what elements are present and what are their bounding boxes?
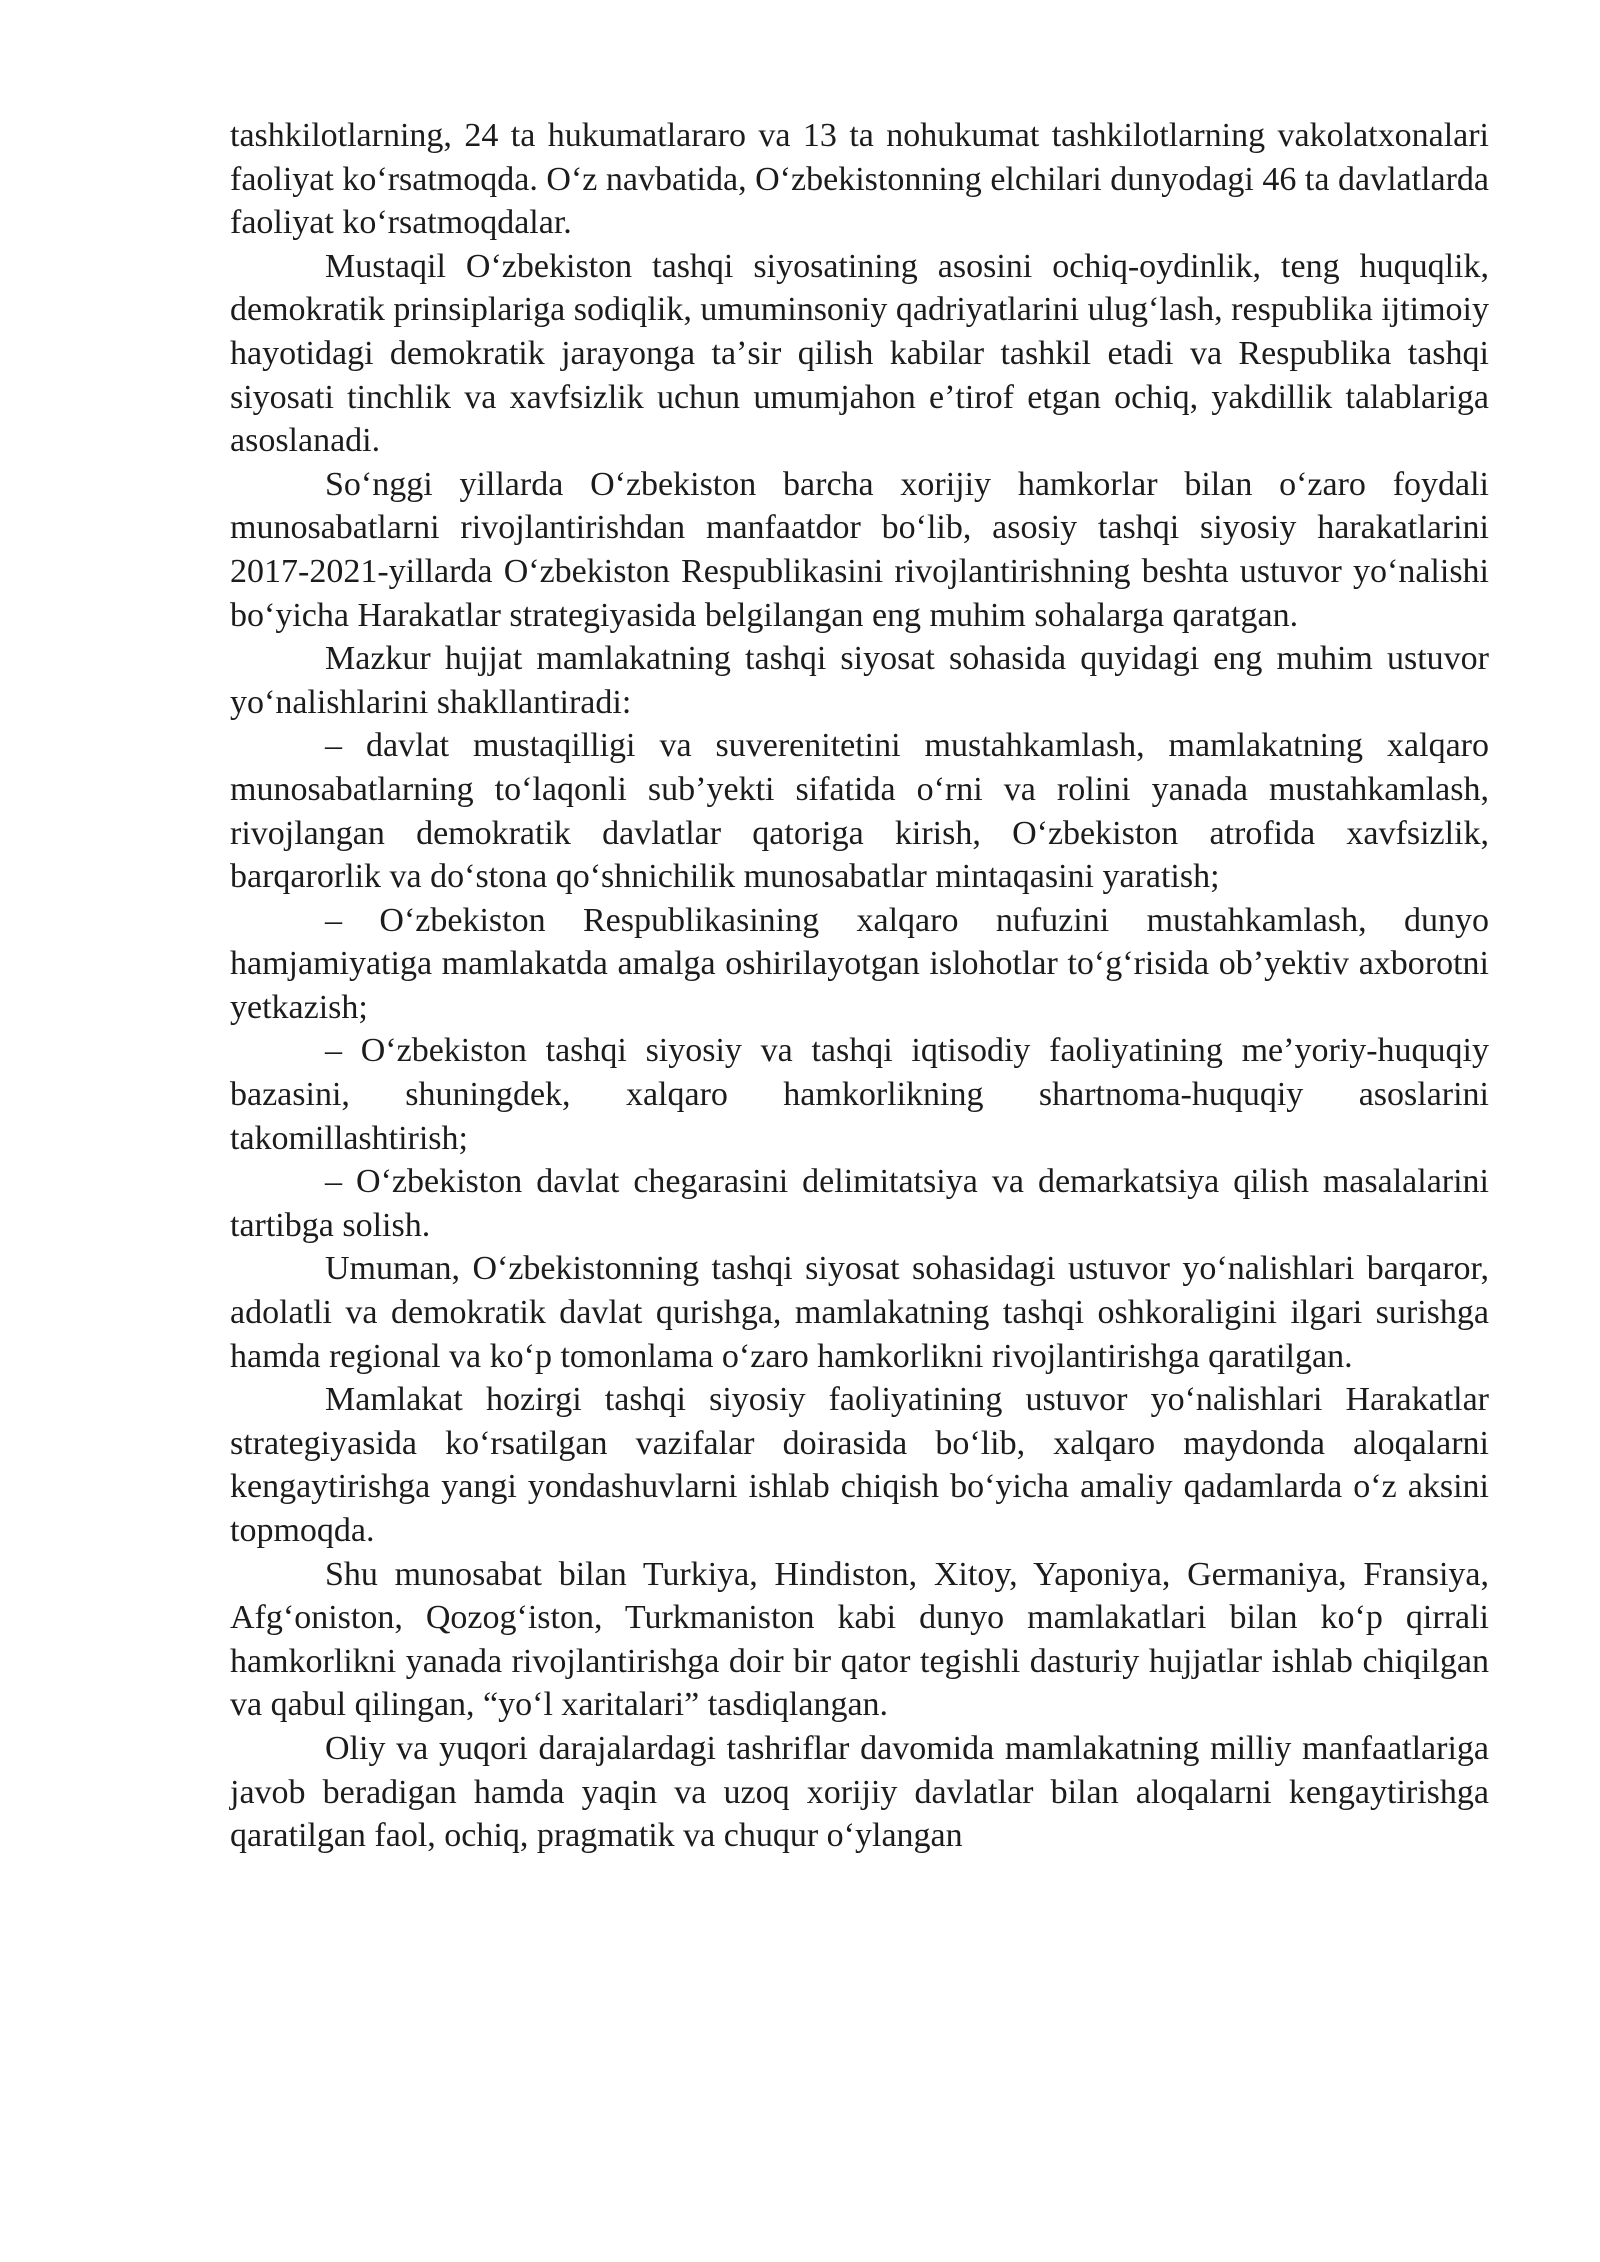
paragraph-bilateral-cooperation: Shu munosabat bilan Turkiya, Hindiston, Xitoy, Yaponiya, Germaniya, Fransiya, Afgʻoniston, Qozogʻiston, Turkmaniston kabi dunyo mamlakatlari bilan koʻp qirrali hamkorlikni yanada rivojlantirishga doir bir qator tegishli dasturiy hujjatlar ishlab chiqilgan va qabul qilingan, “yoʻl xaritalari” tasdiqlangan. (230, 1555, 1489, 1724)
paragraph-recent-years: Soʻnggi yillarda Oʻzbekiston barcha xorijiy hamkorlar bilan oʻzaro foydali munosabatlarni rivojlantirishdan manfaatdor boʻlib, asosiy tashqi siyosiy harakatlarini 2017-2021-yillarda Oʻzbekiston Respublikasini rivojlantirishning beshta ustuvor yoʻnalishi boʻyicha Harakatlar strategiyasida belgilangan eng muhim sohalarga qaratgan. (230, 465, 1489, 634)
document-body (230, 114, 1489, 1858)
list-item-sovereignty: – davlat mustaqilligi va suverenitetini mustahkamlash, mamlakatning xalqaro munosabatlarning toʻlaqonli subʼyekti sifatida oʻrni va rolini yanada mustahkamlash, rivojlangan demokratik davlatlar qatoriga kirish, Oʻzbekiston atrofida xavfsizlik, barqarorlik va doʻstona qoʻshnichilik munosabatlar mintaqasini yaratish; (230, 727, 1489, 896)
paragraph-continuation: tashkilotlarning, 24 ta hukumatlararo va 13 ta nohukumat tashkilotlarning vakolatxonalari faoliyat koʻrsatmoqda. Oʻz navbatida, Oʻzbekistonning elchilari dunyodagi 46 ta davlatlarda faoliyat koʻrsatmoqdalar. (230, 117, 1489, 242)
list-item-international-prestige: – Oʻzbekiston Respublikasining xalqaro nufuzini mustahkamlash, dunyo hamjamiyatiga mamlakatda amalga oshirilayotgan islohotlar toʻgʻrisida obʼyektiv axborotni yetkazish; (230, 901, 1489, 1026)
list-item-legal-framework: – Oʻzbekiston tashqi siyosiy va tashqi iqtisodiy faoliyatining meʼyoriy-huquqiy bazasini, shuningdek, xalqaro hamkorlikning shartnoma-huquqiy asoslarini takomillashtirish; (230, 1032, 1489, 1157)
paragraph-foreign-policy-principles: Mustaqil Oʻzbekiston tashqi siyosatining asosini ochiq-oydinlik, teng huquqlik, demokratik prinsiplariga sodiqlik, umuminsoniy qadriyatlarini ulugʻlash, respublika ijtimoiy hayotidagi demokratik jarayonga taʼsir qilish kabilar tashkil etadi va Respublika tashqi siyosati tinchlik va xavfsizlik uchun umumjahon eʼtirof etgan ochiq, yakdillik talablariga asoslanadi. (230, 247, 1489, 460)
paragraph-current-activity: Mamlakat hozirgi tashqi siyosiy faoliyatining ustuvor yoʻnalishlari Harakatlar strategiyasida koʻrsatilgan vazifalar doirasida boʻlib, xalqaro maydonda aloqalarni kengaytirishga yangi yondashuvlarni ishlab chiqish boʻyicha amaliy qadamlarda oʻz aksini topmoqda. (230, 1381, 1489, 1549)
list-item-border-delimitation: – Oʻzbekiston davlat chegarasini delimitatsiya va demarkatsiya qilish masalalarini tartibga solish. (230, 1163, 1489, 1244)
paragraph-high-level-visits: Oliy va yuqori darajalardagi tashriflar davomida mamlakatning milliy manfaatlariga javob beradigan hamda yaqin va uzoq xorijiy davlatlar bilan aloqalarni kengaytirishga qaratilgan faol, ochiq, pragmatik va chuqur oʻylangan (230, 1729, 1489, 1855)
paragraph-general-priorities: Umuman, Oʻzbekistonning tashqi siyosat sohasidagi ustuvor yoʻnalishlari barqaror, adolatli va demokratik davlat qurishga, mamlakatning tashqi oshkoraligini ilgari surishga hamda regional va koʻp tomonlama oʻzaro hamkorlikni rivojlantirishga qaratilgan. (230, 1250, 1489, 1375)
paragraph-priority-intro: Mazkur hujjat mamlakatning tashqi siyosat sohasida quyidagi eng muhim ustuvor yoʻnalishlarini shakllantiradi: (230, 640, 1489, 721)
